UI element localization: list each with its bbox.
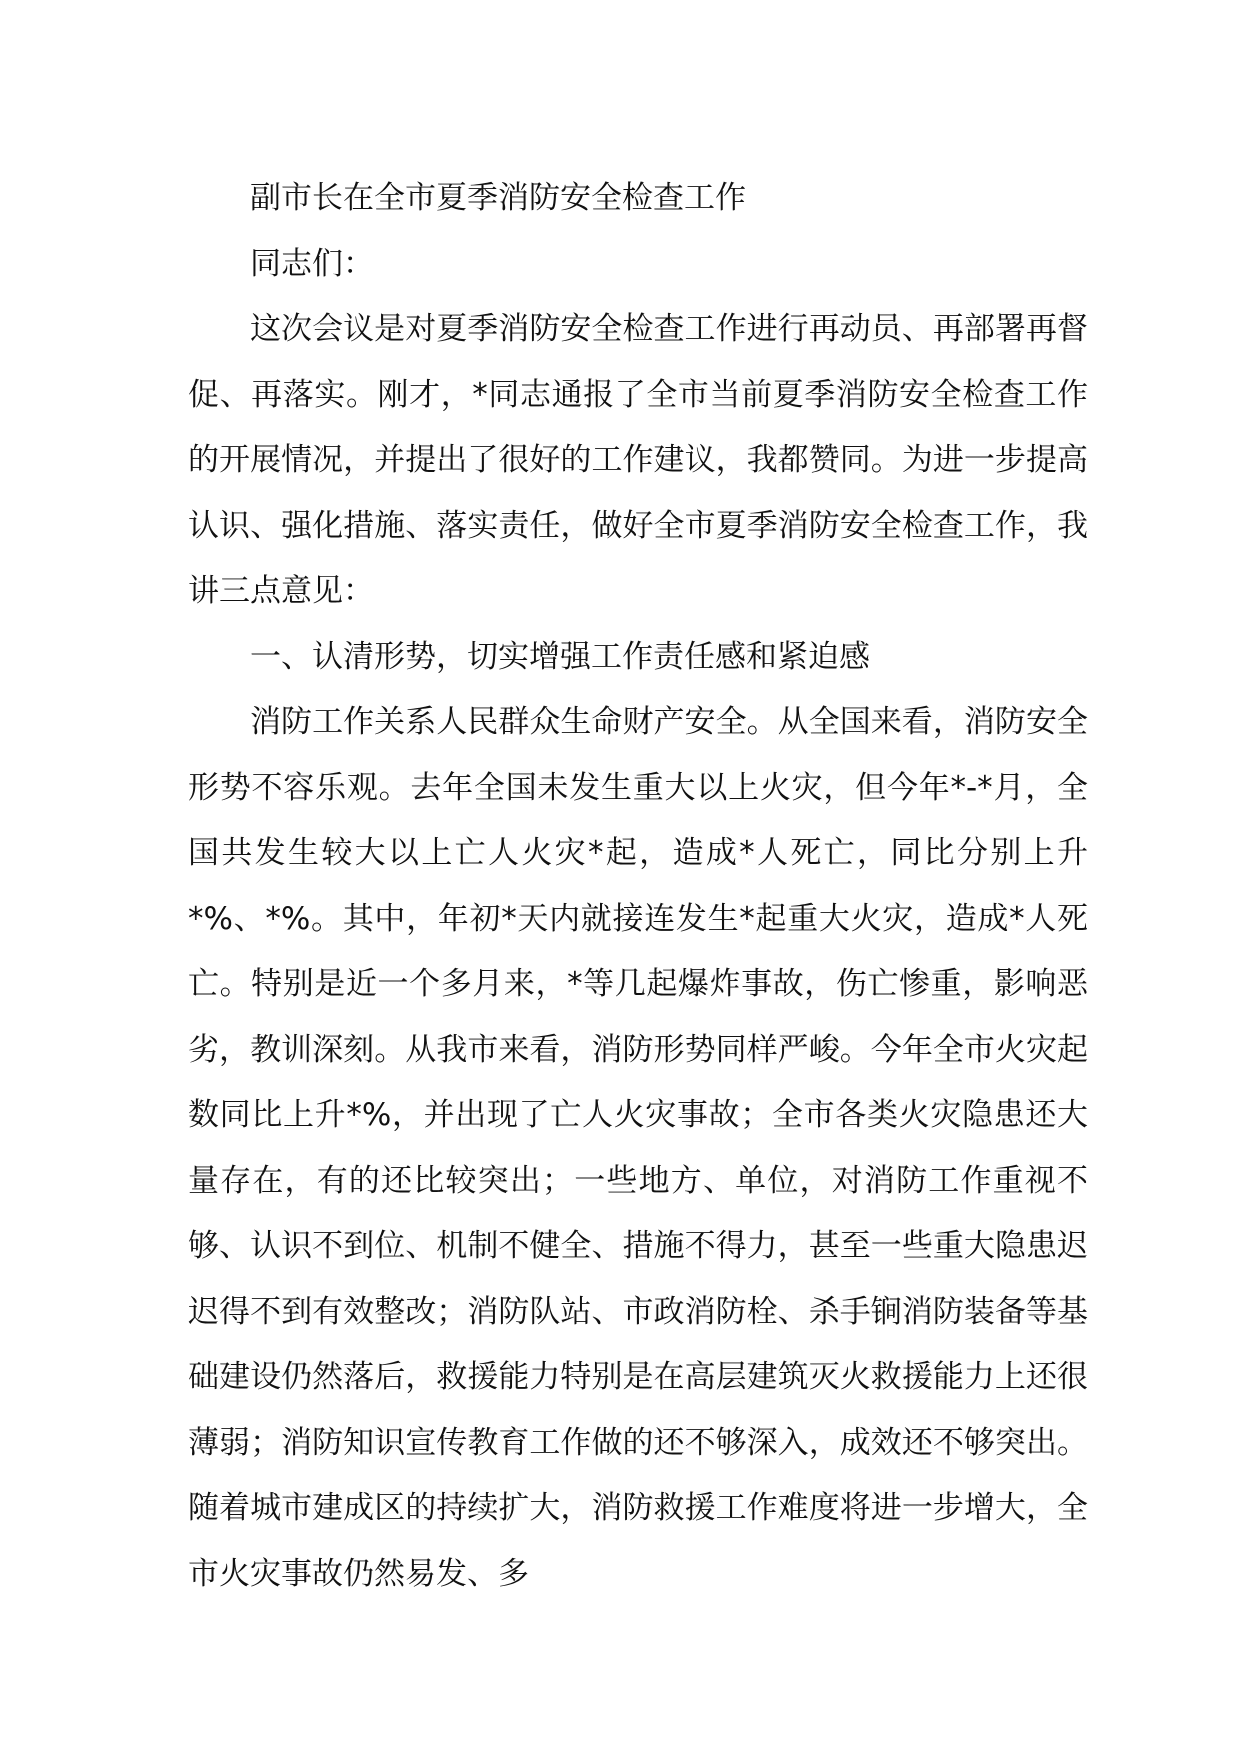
paragraph-situation: 消防工作关系人民群众生命财产安全。从全国来看，消防安全形势不容乐观。去年全国未发生重大以上火灾，但今年*-*月，全国共发生较大以上亡人火灾*起，造成*人死亡，同比分别上升*%、*%。其中，年初*天内就接连发生*起重大火灾，造成*人死亡。特别是近一个多月来，*等几起爆炸事故，伤亡惨重，影响恶劣，教训深刻。从我市来看，消防形势同样严峻。今年全市火灾起数同比上升*%，并出现了亡人火灾事故；全市各类火灾隐患还大量存在，有的还比较突出；一些地方、单位，对消防工作重视不够、认识不到位、机制不健全、措施不得力，甚至一些重大隐患迟迟得不到有效整改；消防队站、市政消防栓、杀手锏消防装备等基础建设仍然落后，救援能力特别是在高层建筑灭火救援能力上还很薄弱；消防知识宣传教育工作做的还不够深入，成效还不够突出。随着城市建成区的持续扩大，消防救援工作难度将进一步增大，全市火灾事故仍然易发、多 [188, 704, 1088, 1592]
document-body [188, 166, 1088, 1607]
section-heading-1: 一、认清形势，切实增强工作责任感和紧迫感 [250, 638, 870, 675]
document-title: 副市长在全市夏季消防安全检查工作 [250, 180, 746, 216]
salutation: 同志们： [250, 245, 374, 282]
paragraph-intro: 这次会议是对夏季消防安全检查工作进行再动员、再部署再督促、再落实。刚才，*同志通报了全市当前夏季消防安全检查工作的开展情况，并提出了很好的工作建议，我都赞同。为进一步提高认识、强化措施、落实责任，做好全市夏季消防安全检查工作，我讲三点意见： [188, 311, 1088, 609]
